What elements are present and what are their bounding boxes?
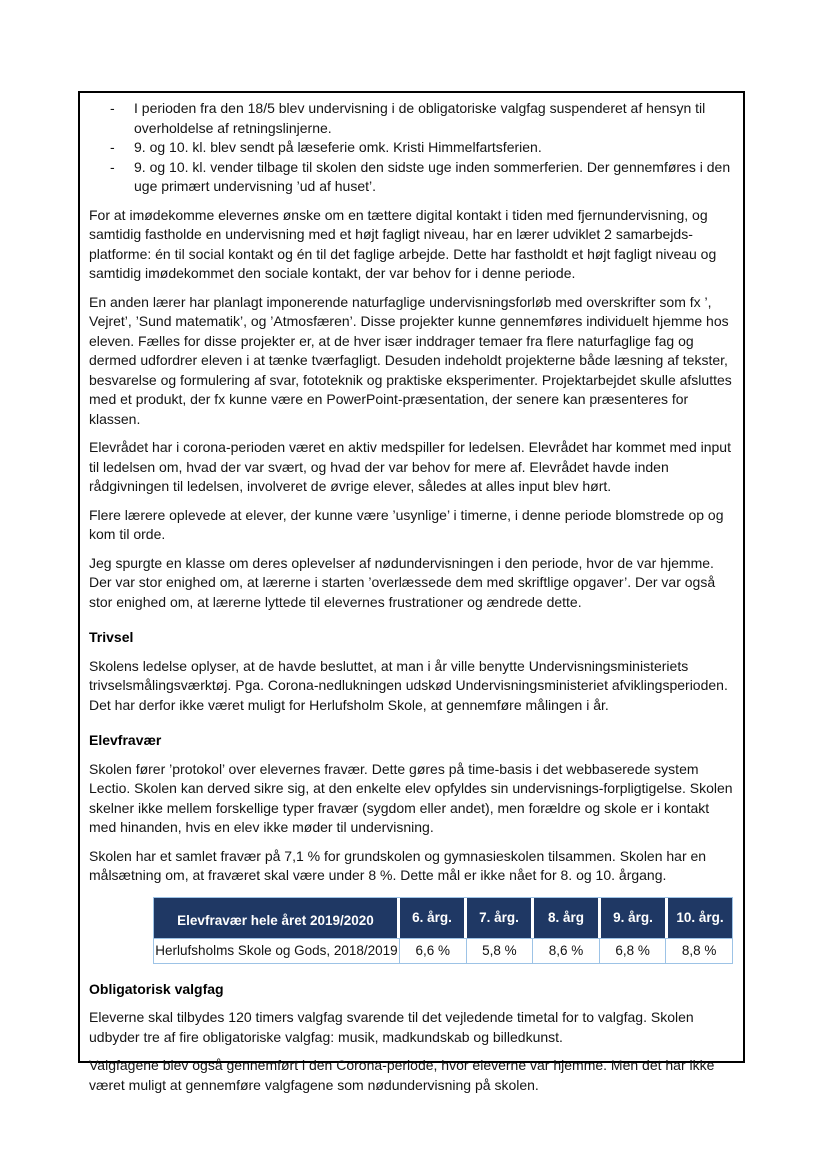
section-heading-valgfag: Obligatorisk valgfag (89, 980, 224, 997)
paragraph: Skolen har et samlet fravær på 7,1 % for grundskolen og gymnasieskolen tilsammen. Skolen har en målsætning om, at fraværet skal være under 8 %. Dette mål er ikke nået for 8. og 10. årgang. (89, 847, 707, 883)
bullet-list (89, 99, 737, 197)
absence-table-row-label: Herlufsholms Skole og Gods, 2018/2019 (154, 938, 399, 963)
paragraph: Elevrådet har i corona-perioden været en aktiv medspiller for ledelsen. Elevrådet har kommet med input til ledelsen om, hvad der var svært, og hvad der var behov for mere af. Elevrådet havde inden rådgivningen til ledelsen, involveret de øvrige elever, således at alles input blev hørt. (89, 439, 731, 494)
paragraph: Skolen fører ’protokol’ over elevernes fravær. Dette gøres på time-basis i det webbaserede system Lectio. Skolen kan derved sikre sig, at den enkelte elev opfyldes sin undervisnings-forpligtigelse. Skolen skelner ikke mellem forskellige typer fravær (sygdom eller andet), men forældre og skole er i kontakt med hinanden, hvis en elev ikke møder til undervisning. (89, 760, 733, 835)
absence-table-col-header: 7. årg. (467, 898, 531, 938)
bullet-dash: - (110, 158, 115, 175)
absence-table-data-row (154, 938, 732, 963)
document-body-frame (78, 91, 745, 1093)
list-item-text: 9. og 10. kl. vender tilbage til skolen den sidste uge inden sommerferien. Der gennemføres i den uge primært undervisning ’ud af huset’. (134, 158, 731, 194)
absence-table-col-header: 10. årg. (668, 898, 732, 938)
list-item (89, 138, 737, 158)
absence-table-col-header: 9. årg. (601, 898, 665, 938)
absence-table-header-row (154, 898, 732, 938)
absence-table-col-header: 8. årg (534, 898, 598, 938)
list-item (89, 99, 737, 138)
paragraph: Skolens ledelse oplyser, at de havde besluttet, at man i år ville benytte Undervisningsministeriets trivselsmålingsværktøj. Pga. Corona-nedlukningen udskød Undervisningsministeriet afviklingsperioden. Det har derfor ikke været muligt for Herlufsholm Skole, at gennemføre målingen i år. (89, 657, 728, 713)
absence-value: 6,6 % (399, 938, 466, 963)
absence-value: 6,8 % (599, 938, 666, 963)
paragraph: Jeg spurgte en klasse om deres oplevelser af nødundervisningen i den periode, hvor de var hjemme. Der var stor enighed om, at lærerne i starten ’overlæssede dem med skriftlige opgaver’. Der var også stor enighed om, at lærerne lyttede til elevernes frustrationer og ændrede dette. (89, 554, 716, 610)
absence-value: 8,8 % (665, 938, 732, 963)
paragraph: Eleverne skal tilbydes 120 timers valgfag svarende til det vejledende timetal for to valgfag. Skolen udbyder tre af fire obligatoriske valgfag: musik, madkundskab og billedkunst. (89, 1009, 694, 1045)
absence-table (153, 897, 733, 964)
absence-value: 5,8 % (466, 938, 533, 963)
absence-value: 8,6 % (532, 938, 599, 963)
list-item-text: I perioden fra den 18/5 blev undervisning i de obligatoriske valgfag suspenderet af hensyn til overholdelse af retningslinjerne. (134, 100, 706, 136)
paragraph: Valgfagene blev også gennemført i den Corona-periode, hvor eleverne var hjemme. Men det har ikke været muligt at gennemføre valgfagene som nødundervisning på skolen. (89, 1057, 715, 1093)
section-heading-trivsel: Trivsel (89, 629, 134, 645)
paragraph: En anden lærer har planlagt imponerende naturfaglige undervisningsforløb med overskrifter som fx ’, Vejret’, ’Sund matematik’, og ’Atmosfæren’. Disse projekter kunne gennemføres individuelt hjemme hos eleven. Fælles for disse projekter er, at de hver især inddrager temaer fra flere naturfaglige fag og dermed udfordrer eleven i at tænke tværfagligt. Desuden indeholdt projekterne både læsning af tekster, besvarelse og formulering af svar, fototeknik og praktiske eksperimenter. Projektarbejdet skulle afsluttes med et produkt, der fx kunne være en PowerPoint-præsentation, der senere kan præsenteres for klassen. (89, 293, 732, 427)
section-heading-elevfravaer: Elevfravær (89, 732, 162, 748)
paragraph: For at imødekomme elevernes ønske om en tættere digital kontakt i tiden med fjernundervisning, og samtidig fastholde en undervisning med et højt fagligt niveau, har en lærer udviklet 2 samarbejds-platforme: én til social kontakt og én til det faglige arbejde. Dette har fastholdt et højt fagligt niveau og samtidig imødekommet den sociale kontakt, der var behov for i denne periode. (89, 206, 717, 281)
list-item-text: 9. og 10. kl. blev sendt på læseferie omk. Kristi Himmelfartsferien. (134, 139, 542, 155)
absence-table-col-header: 6. årg. (400, 898, 464, 938)
bullet-dash: - (110, 139, 115, 155)
paragraph: Flere lærere oplevede at elever, der kunne være ’usynlige’ i timerne, i denne periode blomstrede op og kom til orde. (89, 506, 724, 542)
absence-table-title-cell: Elevfravær hele året 2019/2020 (154, 898, 397, 938)
bullet-dash: - (110, 100, 115, 116)
list-item (89, 158, 737, 197)
